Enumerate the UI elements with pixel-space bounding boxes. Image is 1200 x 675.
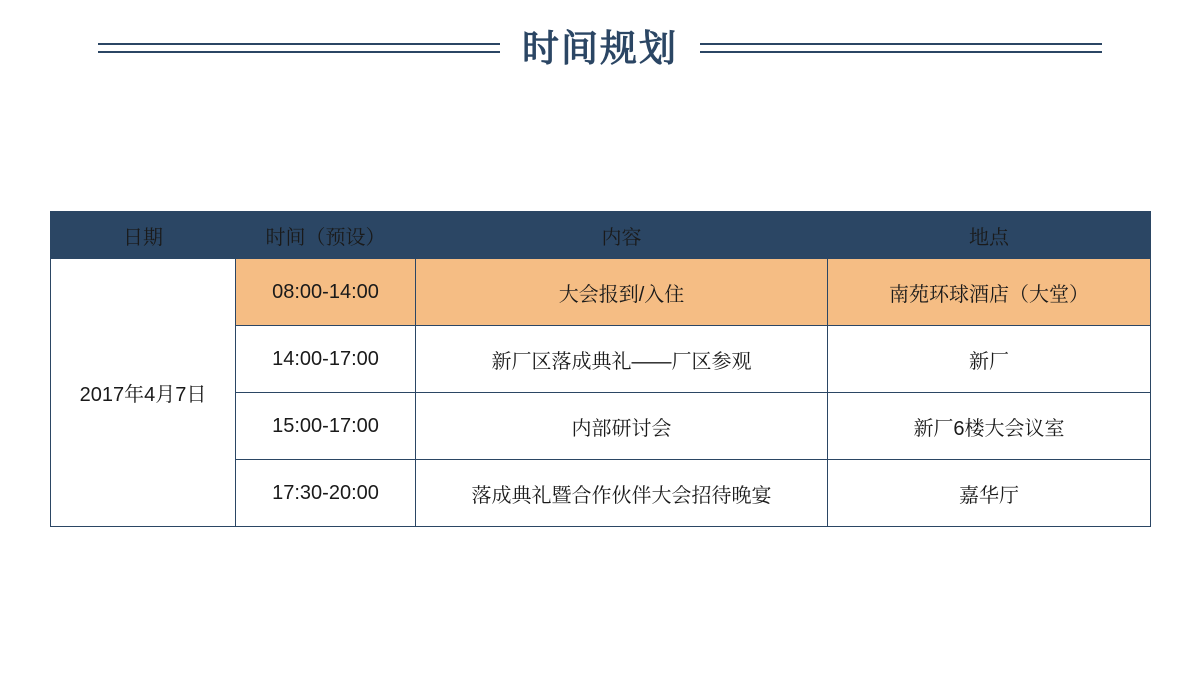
cell-place: 新厂6楼大会议室 <box>828 393 1151 460</box>
title-rule-right <box>700 43 1102 53</box>
cell-time: 15:00-17:00 <box>236 393 416 460</box>
column-header-time: 时间（预设） <box>236 212 416 259</box>
page-title: 时间规划 <box>522 27 678 69</box>
cell-date: 2017年4月7日 <box>51 259 236 527</box>
column-header-content: 内容 <box>416 212 828 259</box>
cell-place: 南苑环球酒店（大堂） <box>828 259 1151 326</box>
cell-content: 大会报到/入住 <box>416 259 828 326</box>
cell-content: 落成典礼暨合作伙伴大会招待晚宴 <box>416 460 828 527</box>
cell-time: 08:00-14:00 <box>236 259 416 326</box>
cell-time: 14:00-17:00 <box>236 326 416 393</box>
table-header-row <box>51 212 1151 259</box>
schedule-table <box>50 211 1151 527</box>
cell-content: 内部研讨会 <box>416 393 828 460</box>
column-header-place: 地点 <box>828 212 1151 259</box>
cell-content: 新厂区落成典礼——厂区参观 <box>416 326 828 393</box>
cell-place: 新厂 <box>828 326 1151 393</box>
cell-place: 嘉华厅 <box>828 460 1151 527</box>
cell-time: 17:30-20:00 <box>236 460 416 527</box>
slide-title-block <box>0 18 1200 78</box>
column-header-date: 日期 <box>51 212 236 259</box>
schedule-table-container <box>50 211 1150 527</box>
table-row <box>51 259 1151 326</box>
title-rule-left <box>98 43 500 53</box>
